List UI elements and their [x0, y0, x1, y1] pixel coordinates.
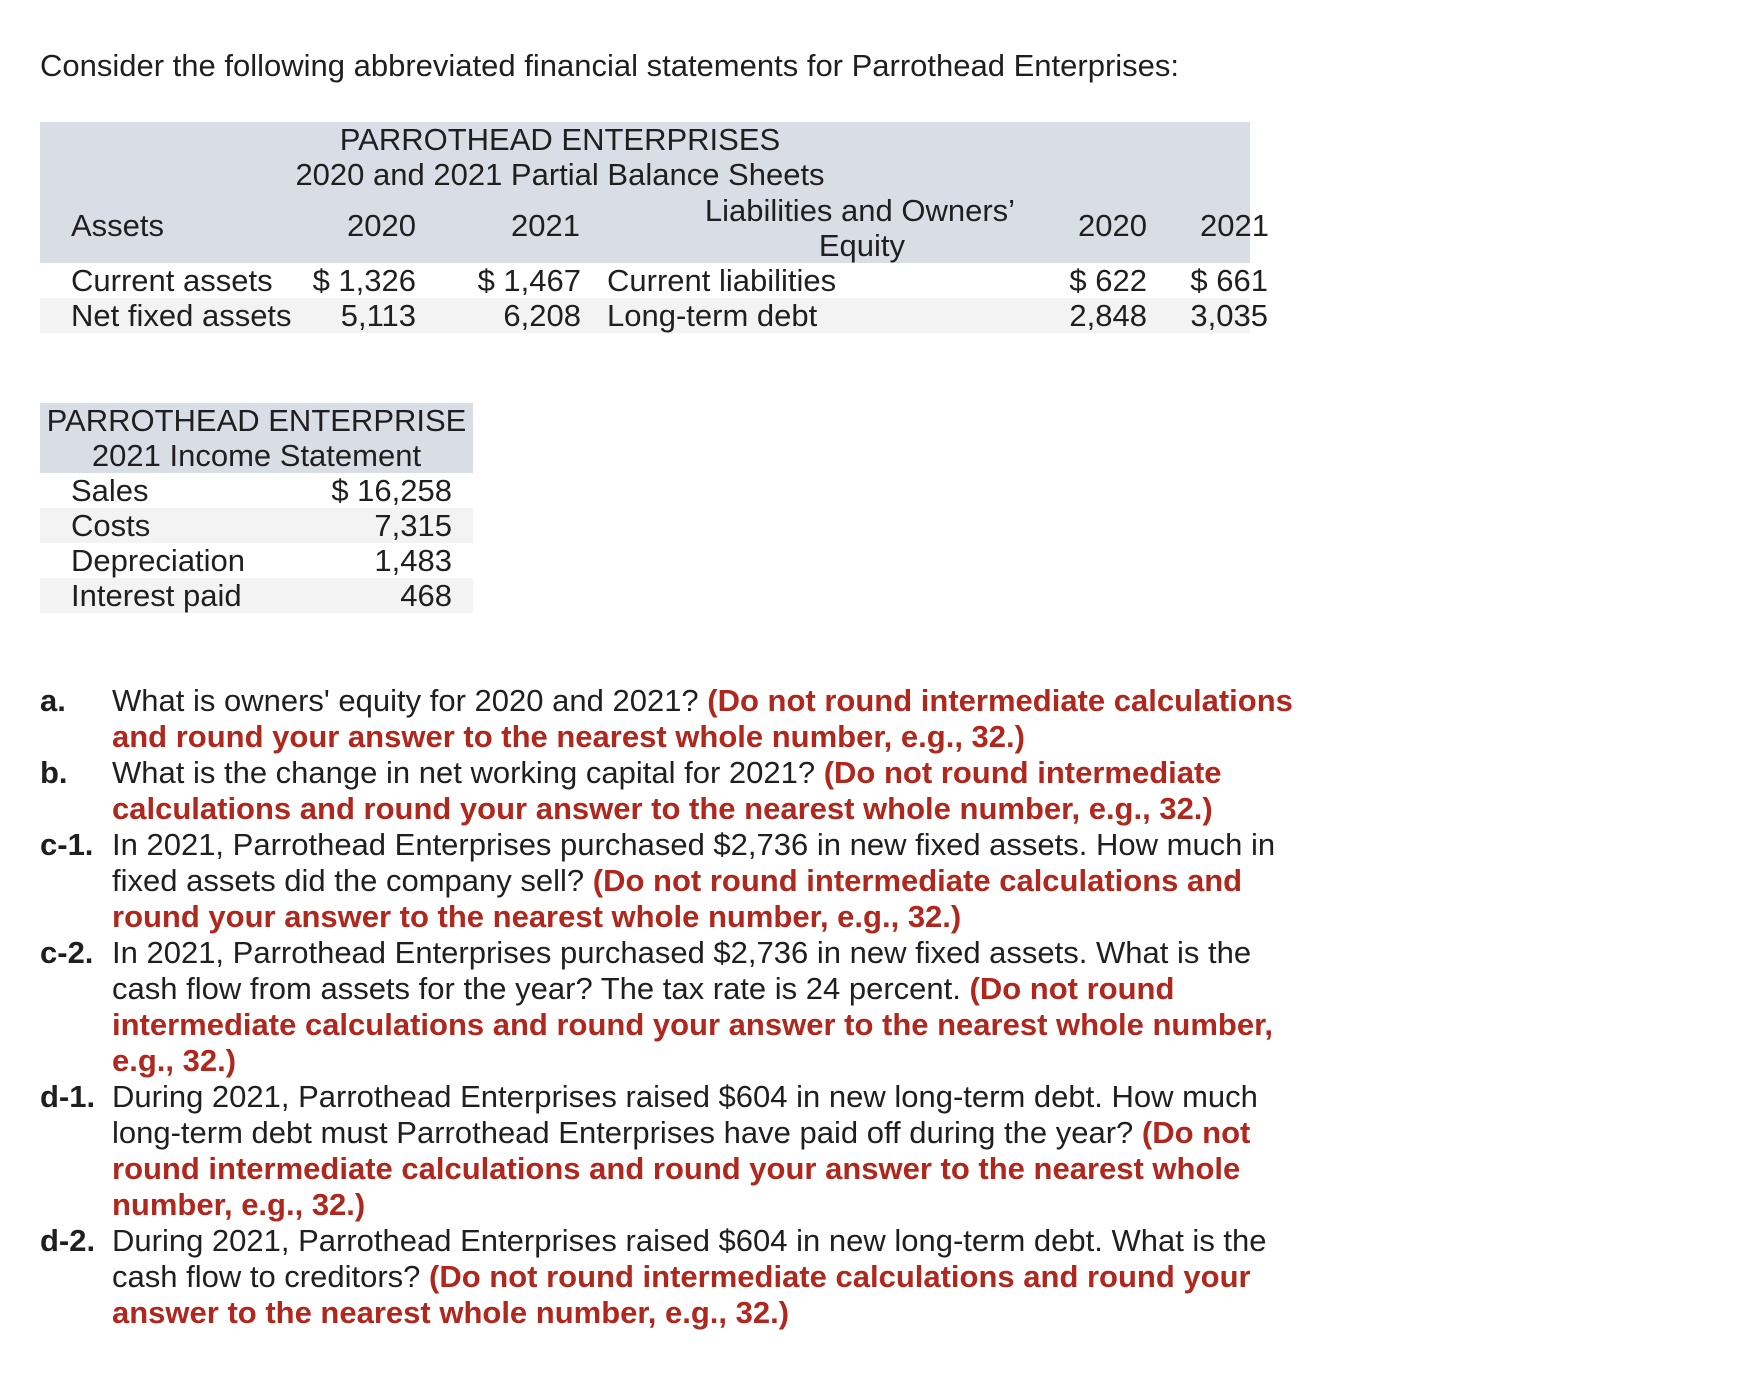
question-list	[40, 683, 1300, 1331]
table-row	[40, 543, 473, 578]
income-value: 7,315	[374, 508, 452, 543]
liability-2021-value: 3,035	[1190, 298, 1268, 333]
liabilities-header-line2: Equity	[818, 228, 905, 263]
question-label: c-2.	[40, 935, 94, 970]
income-statement-table	[40, 403, 473, 613]
income-label: Interest paid	[71, 578, 242, 613]
assets-2020-header: 2020	[347, 208, 416, 243]
question-label: a.	[40, 683, 66, 718]
liabilities-header-line1: Liabilities and Owners’	[704, 193, 1016, 228]
balance-sheet-subtitle: 2020 and 2021 Partial Balance Sheets	[295, 157, 825, 192]
asset-2021-value: $ 1,467	[477, 263, 581, 298]
table-row	[40, 298, 1268, 333]
liability-label: Long-term debt	[607, 298, 818, 333]
question-d1	[40, 1079, 1300, 1223]
question-note: (Do not round intermediate calculations and round your answer to the nearest whole number, e.g., 32.)	[112, 755, 1222, 826]
balance-sheet-header	[40, 122, 1269, 263]
question-c1	[40, 827, 1300, 935]
question-b	[40, 755, 1300, 827]
question-label: d-2.	[40, 1223, 96, 1258]
liability-label: Current liabilities	[607, 263, 837, 298]
liabilities-2020-header: 2020	[1078, 208, 1147, 243]
question-d2	[40, 1223, 1300, 1331]
asset-2020-value: $ 1,326	[312, 263, 416, 298]
assets-2021-header: 2021	[511, 208, 580, 243]
question-text: In 2021, Parrothead Enterprises purchased $2,736 in new fixed assets. How much in fixed assets did the company sell?	[112, 827, 1276, 898]
question-note: (Do not round intermediate calculations and round your answer to the nearest whole number, e.g., 32.)	[112, 863, 1243, 934]
income-value: 1,483	[374, 543, 452, 578]
liability-2020-value: $ 622	[1069, 263, 1147, 298]
question-note: (Do not round intermediate calculations and round your answer to the nearest whole number, e.g., 32.)	[112, 1259, 1251, 1330]
income-value: 468	[400, 578, 452, 613]
assets-header: Assets	[71, 208, 165, 243]
liability-2020-value: 2,848	[1069, 298, 1147, 333]
table-row	[40, 263, 1268, 298]
income-label: Depreciation	[71, 543, 246, 578]
question-label: d-1.	[40, 1079, 96, 1114]
asset-label: Current assets	[71, 263, 273, 298]
asset-label: Net fixed assets	[71, 298, 292, 333]
question-text: What is the change in net working capital for 2021?	[112, 755, 816, 790]
question-note: (Do not round intermediate calculations and round your answer to the nearest whole number, e.g., 32.)	[112, 683, 1293, 754]
question-c2	[40, 935, 1300, 1079]
question-note: (Do not round intermediate calculations and round your answer to the nearest whole number, e.g., 32.)	[112, 971, 1274, 1078]
question-text: In 2021, Parrothead Enterprises purchased $2,736 in new fixed assets. What is the cash flow from assets for the year? The tax rate is 24 percent.	[112, 935, 1252, 1006]
income-statement-title: PARROTHEAD ENTERPRISE	[46, 403, 467, 438]
table-row	[40, 508, 473, 543]
table-row	[40, 473, 473, 508]
income-value: $ 16,258	[331, 473, 452, 508]
intro-text: Consider the following abbreviated financial statements for Parrothead Enterprises:	[40, 48, 1180, 83]
balance-sheet-title: PARROTHEAD ENTERPRISES	[339, 122, 781, 157]
liabilities-2021-header: 2021	[1200, 208, 1269, 243]
question-text: During 2021, Parrothead Enterprises raised $604 in new long-term debt. How much long-term debt must Parrothead Enterprises have paid off during the year?	[112, 1079, 1258, 1150]
asset-2020-value: 5,113	[340, 298, 416, 333]
question-note: (Do not round intermediate calculations and round your answer to the nearest whole number, e.g., 32.)	[112, 1115, 1251, 1222]
income-statement-header	[40, 403, 473, 473]
balance-sheet-table	[40, 122, 1269, 333]
income-label: Costs	[71, 508, 151, 543]
table-row	[40, 578, 473, 613]
liability-2021-value: $ 661	[1190, 263, 1268, 298]
question-label: b.	[40, 755, 68, 790]
question-text: During 2021, Parrothead Enterprises raised $604 in new long-term debt. What is the cash flow to creditors?	[112, 1223, 1267, 1294]
question-text: What is owners' equity for 2020 and 2021?	[112, 683, 699, 718]
question-a	[40, 683, 1300, 755]
income-label: Sales	[71, 473, 149, 508]
question-label: c-1.	[40, 827, 94, 862]
asset-2021-value: 6,208	[503, 298, 581, 333]
income-statement-subtitle: 2021 Income Statement	[91, 438, 422, 473]
